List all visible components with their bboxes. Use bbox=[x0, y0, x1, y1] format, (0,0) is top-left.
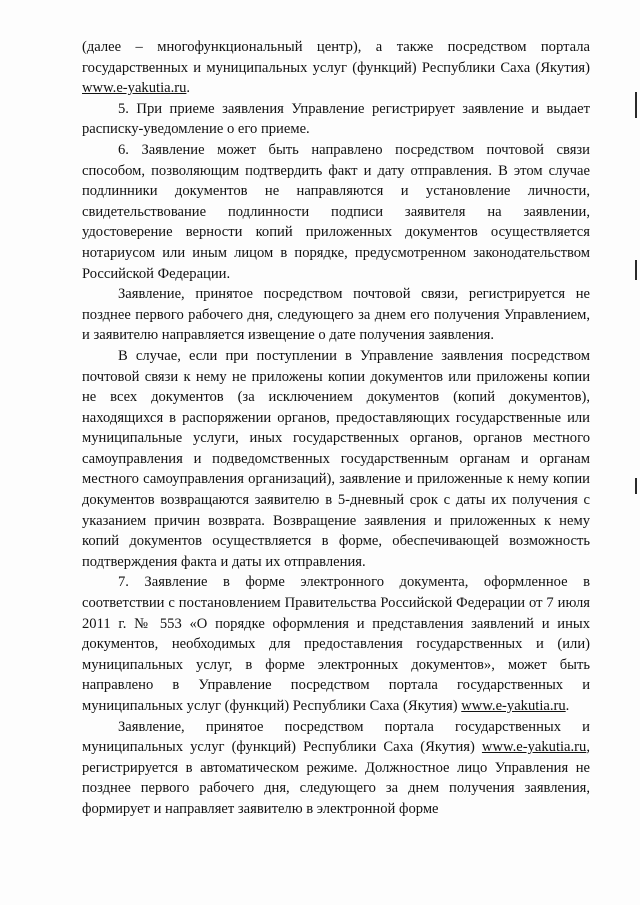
document-body bbox=[82, 37, 590, 820]
paragraph-postal-registration: Заявление, принятое посредством почтовой связи, регистрируется не позднее первого рабочего дня, следующего за днем его получения Управлением, и заявителю направляется извещение о дате получения заявления. bbox=[82, 286, 590, 344]
paragraph-continuation bbox=[82, 37, 590, 99]
scan-edge-mark bbox=[635, 260, 637, 280]
portal-link[interactable]: www.e-yakutia.ru bbox=[461, 698, 566, 714]
paragraph-item-7 bbox=[82, 572, 590, 716]
paragraph-tail: , регистрируется в автоматическом режиме. Должностное лицо Управления не позднее первого рабочего дня, следующего за днем получения заявления, формирует и направляет заявителю в электронной форме bbox=[82, 739, 590, 817]
paragraph-item-6: 6. Заявление может быть направлено посредством почтовой связи способом, позволяющим подтвердить факт и дату отправления. В этом случае подлинники документов не направляются и установление личности, свидетельствование подлинности подписи заявителя на заявлении, удостоверение верности копий приложенных документов осуществляется нотариусом или иным лицом в порядке, предусмотренном законодательством Российской Федерации. bbox=[82, 141, 590, 282]
paragraph-portal-registration bbox=[82, 717, 590, 820]
paragraph-text: Заявление, принятое посредством портала государственных и муниципальных услуг (функций) Республики Саха (Якутия) bbox=[82, 718, 590, 756]
paragraph-item-5: 5. При приеме заявления Управление регистрирует заявление и выдает расписку-уведомление о его приеме. bbox=[82, 100, 590, 138]
paragraph-tail: . bbox=[565, 698, 570, 714]
portal-link[interactable]: www.e-yakutia.ru bbox=[82, 80, 187, 97]
paragraph-tail: . bbox=[186, 80, 191, 97]
paragraph-text: 7. Заявление в форме электронного документа, оформленное в соответствии с постановлением Правительства Российской Федерации от 7 июля 2011 г. № 553 «О порядке оформления и представления заявлений и иных документов, необходимых для предоставления государственных и (или) муниципальных услуг, в форме электронных документов», может быть направлено в Управление посредством портала государственных и муниципальных услуг (функций) Республики Саха (Якутия) bbox=[82, 574, 590, 714]
portal-link[interactable]: www.e-yakutia.ru bbox=[481, 739, 587, 756]
scan-edge-mark bbox=[635, 92, 637, 118]
paragraph-postal-return: В случае, если при поступлении в Управление заявления посредством почтовой связи к нему не приложены копии документов или приложены копии не всех документов (за исключением документов (копий документов), находящихся в распоряжении органов, предоставляющих государственные или муниципальные услуги, иных государственных органов, органов местного самоуправления и подведомственных государственным органам и органам местного самоуправления организаций), заявление и приложенные к нему копии документов возвращаются заявителю в 5-дневный срок с даты их получения с указанием причин возврата. Возвращение заявления и приложенных к нему копий документов осуществляется в форме, обеспечивающей возможность подтверждения факта и даты их отправления. bbox=[82, 347, 590, 570]
paragraph-text: (далее – многофункциональный центр), а также посредством портала государственных и муниципальных услуг (функций) Республики Саха (Якутия) bbox=[82, 39, 590, 76]
scan-edge-mark bbox=[635, 478, 637, 494]
